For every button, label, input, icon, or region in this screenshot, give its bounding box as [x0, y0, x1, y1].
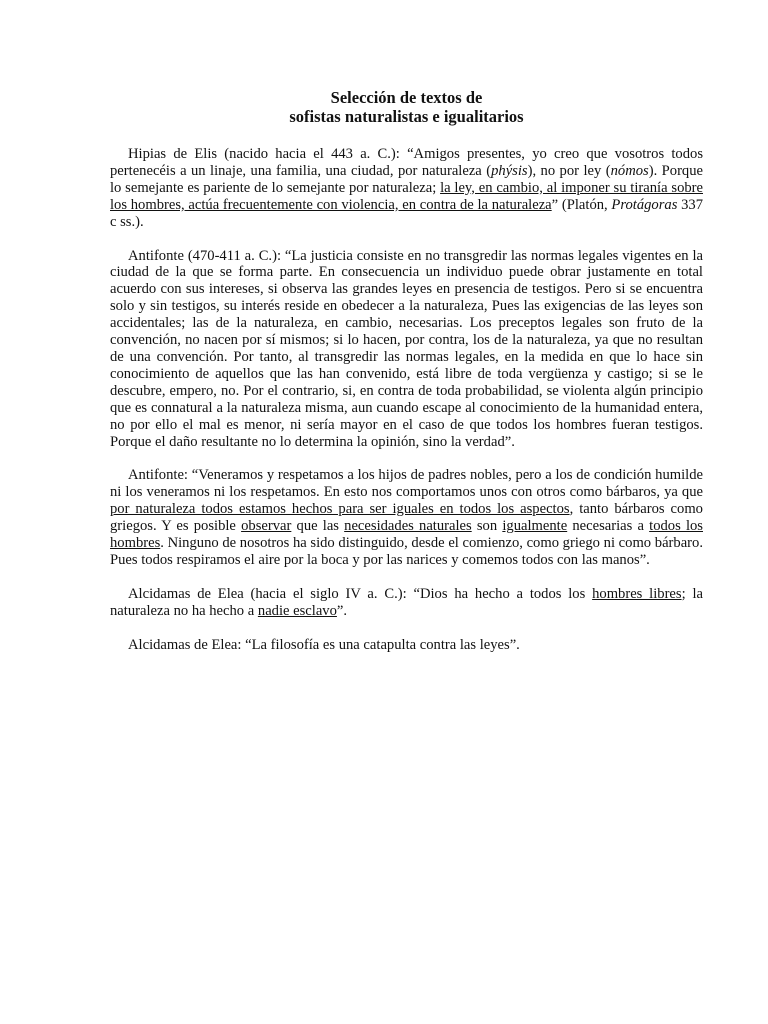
italic-work-title: Protágoras — [611, 196, 678, 213]
italic-term-nomos: nómos — [610, 162, 649, 179]
underlined-phrase: necesidades naturales — [344, 518, 472, 535]
text-segment: Alcidamas de Elea (hacia el siglo IV a. C.): “Dios ha hecho a todos los — [128, 585, 593, 602]
text-segment: Antifonte: “Veneramos y respetamos a los hijos de padres nobles, pero a los de condición humilde ni los veneramos ni los respetamos. En esto nos comportamos unos con otros como bárbaros, ya que — [110, 467, 703, 501]
document-title — [110, 88, 703, 126]
text-segment: ), no por ley ( — [527, 162, 611, 179]
underlined-phrase: todos los hombres — [110, 518, 703, 552]
title-line-2: sofistas naturalistas e igualitarios — [289, 107, 524, 126]
text-segment: necesarias a — [567, 518, 650, 535]
text-segment: ” (Platón, — [551, 196, 612, 213]
italic-term-physis: phýsis — [491, 162, 528, 179]
underlined-phrase: por naturaleza todos estamos hechos para ser iguales en todos los aspectos — [110, 501, 570, 518]
underlined-phrase: la ley, en cambio, al imponer su tiranía sobre los hombres, actúa frecuentemente con violencia, en contra de la naturaleza — [110, 179, 703, 213]
text-segment: ; la naturaleza no ha hecho a — [110, 585, 703, 619]
text-segment: Hipias de Elis (nacido hacia el 443 a. C.): “Amigos presentes, yo creo que vosotros todos pertenecéis a un linaje, una familia, una ciudad, por naturaleza ( — [110, 146, 703, 179]
paragraph-hipias — [110, 146, 703, 231]
text-segment: . Ninguno de nosotros ha sido distinguido, desde el comienzo, como griego ni como bárbaro. Pues todos respiramos el aire por la boca y por las narices y comemos todos con las manos”. — [110, 535, 703, 568]
paragraph-antifonte-igualdad — [110, 467, 703, 568]
document-page — [110, 88, 703, 671]
text-segment: , tanto bárbaros como griegos. Y es posible — [110, 501, 703, 535]
underlined-phrase: observar — [241, 518, 292, 535]
text-segment: 337 c ss.). — [110, 196, 703, 230]
text-segment: son — [471, 518, 503, 535]
text-segment: que las — [291, 518, 345, 535]
text-segment: ”. — [336, 602, 348, 619]
underlined-phrase: nadie esclavo — [257, 602, 337, 619]
paragraph-antifonte-justicia: Antifonte (470-411 a. C.): “La justicia consiste en no transgredir las normas legales vigentes en la ciudad de la que se forma parte. En consecuencia un individuo puede obrar justamente en total acuerdo con sus intereses, si observa las grandes leyes en presencia de testigos. Pero si se encuentra solo y sin testigos, su interés reside en obedecer a la naturaleza, Pues las exigencias de las leyes son accidentales; las de la naturaleza, en cambio, necesarias. Los preceptos legales son fruto de la convención, no nacen por sí mismos; si lo hacen, por contra, los de la naturaleza, ya que no resultan de una convención. Por tanto, al transgredir las normas legales, en la medida en que lo hace sin conocimiento de aquellos que las han convenido, está libre de toda vergüenza y castigo; si se le descubre, empero, no. Por el contrario, si, en contra de toda probabilidad, se violenta algún principio que es connatural a la naturaleza misma, aun cuando escape al conocimiento de la humanidad entera, no por ello el mal es menor, ni sería mayor en el caso de que todos los hombres fueran testigos. Porque el daño resultante no lo determina la opinión, sino la verdad”. — [110, 247, 703, 450]
underlined-phrase: hombres libres — [592, 585, 682, 602]
text-segment: ). Porque lo semejante es pariente de lo semejante por naturaleza; — [110, 162, 703, 196]
underlined-phrase: igualmente — [502, 518, 568, 535]
paragraph-alcidamas-filosofia: Alcidamas de Elea: “La filosofía es una catapulta contra las leyes”. — [128, 636, 520, 653]
title-line-1: Selección de textos de — [330, 88, 483, 107]
paragraph-alcidamas-libres — [110, 586, 703, 620]
